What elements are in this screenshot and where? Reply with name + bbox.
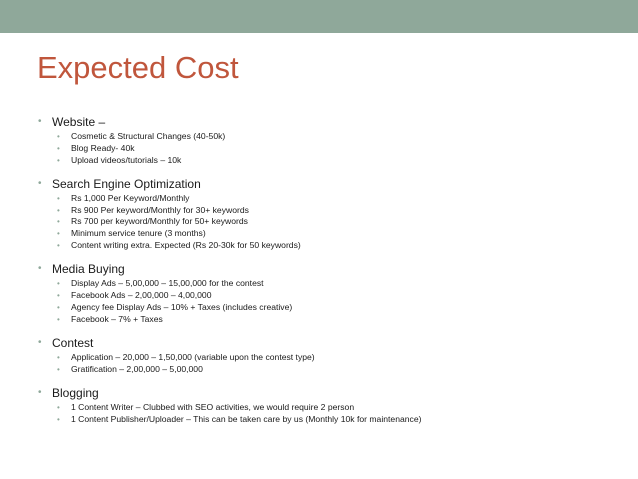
section-website [38,115,628,166]
list-item: • Facebook Ads – 2,00,000 – 4,00,000 [38,290,628,302]
list-item: • 1 Content Writer – Clubbed with SEO activities, we would require 2 person [38,402,628,414]
section-blogging [38,386,628,426]
list-item: • Content writing extra. Expected (Rs 20-30k for 50 keywords) [38,240,628,252]
list-item: • Cosmetic & Structural Changes (40-50k) [38,131,628,143]
header-band [0,0,638,33]
section-heading: • Blogging [38,386,628,400]
section-media-buying [38,262,628,325]
list-item: • Application – 20,000 – 1,50,000 (variable upon the contest type) [38,352,628,364]
list-item: • Upload videos/tutorials – 10k [38,155,628,167]
list-item: • Rs 1,000 Per Keyword/Monthly [38,193,628,205]
section-heading: • Search Engine Optimization [38,177,628,191]
sub-bullet-list [38,193,628,252]
sub-bullet-list [38,352,628,376]
bullet-list [38,115,628,436]
list-item: • Gratification – 2,00,000 – 5,00,000 [38,364,628,376]
list-item: • Agency fee Display Ads – 10% + Taxes (includes creative) [38,302,628,314]
section-heading: • Contest [38,336,628,350]
section-seo [38,177,628,252]
list-item: • Minimum service tenure (3 months) [38,228,628,240]
sub-bullet-list [38,278,628,325]
section-heading: • Media Buying [38,262,628,276]
section-contest [38,336,628,376]
sub-bullet-list [38,402,628,426]
list-item: • Rs 700 per keyword/Monthly for 50+ keywords [38,216,628,228]
list-item: • Rs 900 Per keyword/Monthly for 30+ keywords [38,205,628,217]
slide-title: Expected Cost [37,50,239,85]
sub-bullet-list [38,131,628,166]
list-item: • Display Ads – 5,00,000 – 15,00,000 for the contest [38,278,628,290]
list-item: • 1 Content Publisher/Uploader – This can be taken care by us (Monthly 10k for maintenance) [38,414,628,426]
list-item: • Facebook – 7% + Taxes [38,314,628,326]
list-item: • Blog Ready- 40k [38,143,628,155]
section-heading: • Website – [38,115,628,129]
